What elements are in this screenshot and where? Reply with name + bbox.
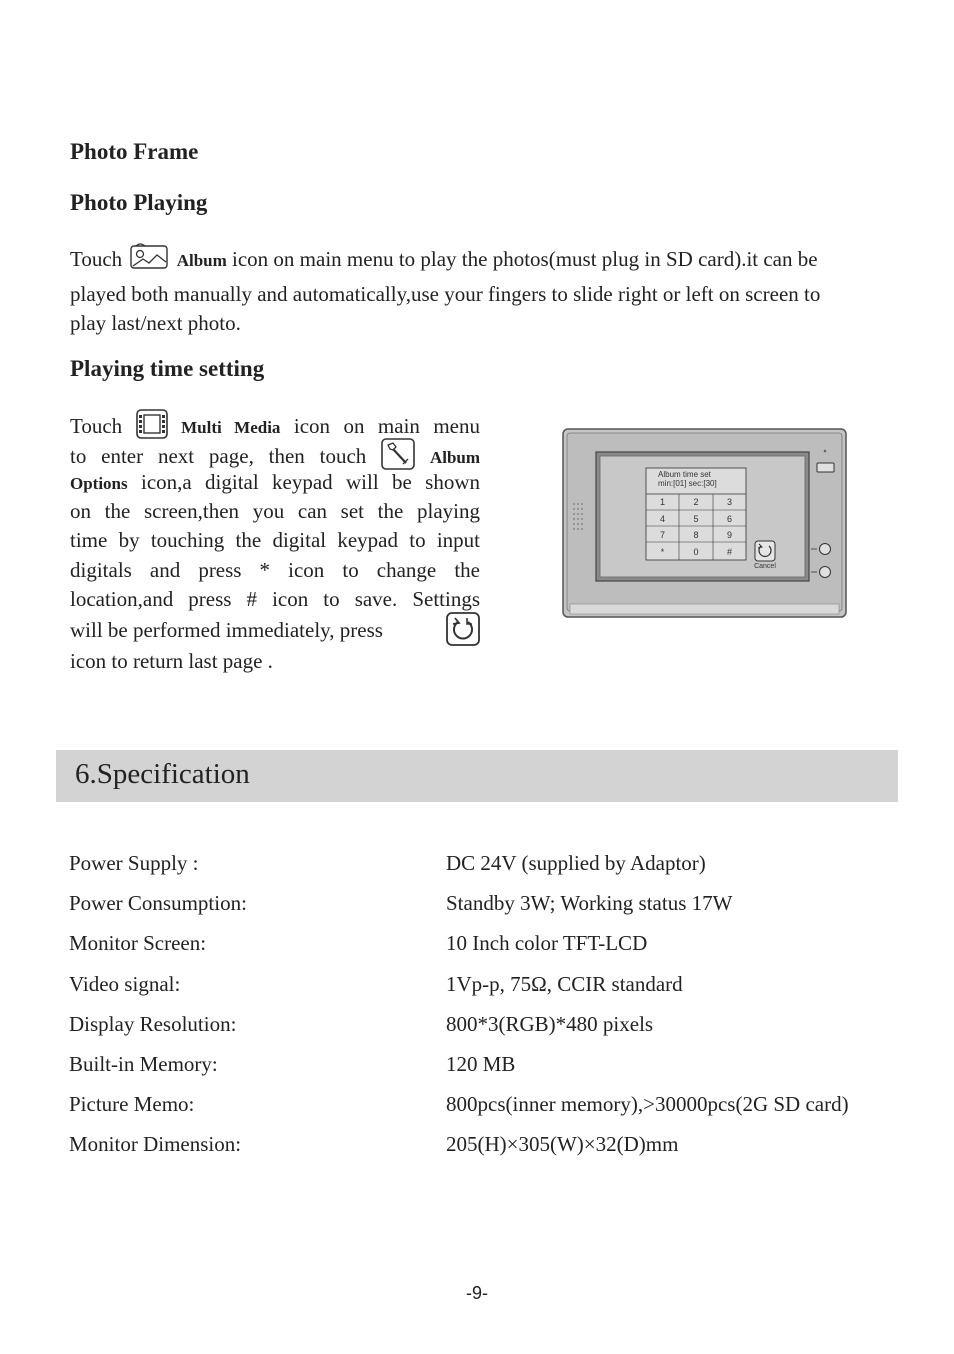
keypad-key: * xyxy=(660,546,665,557)
spec-label: Display Resolution: xyxy=(69,1011,237,1036)
spec-label: Built-in Memory: xyxy=(69,1052,218,1076)
spec-label: Picture Memo: xyxy=(69,1092,195,1117)
keypad xyxy=(646,494,746,560)
pt-line3-rest: icon,a digital keypad will be shown xyxy=(140,470,481,494)
return-icon xyxy=(446,612,480,654)
spec-label: Power Consumption: xyxy=(69,891,247,916)
keypad-key: # xyxy=(726,546,732,557)
pt-line9: icon to return last page . xyxy=(70,649,273,673)
heading-photo-frame: Photo Frame xyxy=(70,139,199,164)
spec-value: 800pcs(inner memory),>30000pcs(2G SD card) xyxy=(446,1092,849,1117)
keypad-title: Album time set xyxy=(658,470,711,479)
spec-value: 10 Inch color TFT-LCD xyxy=(446,931,648,956)
monitor-illustration xyxy=(562,428,847,620)
pt-line1-rest: icon on main menu xyxy=(293,413,481,438)
line1-rest: icon on main menu to play the photos(must plug in SD card).it can be xyxy=(232,246,818,271)
heading-photo-playing: Photo Playing xyxy=(70,190,208,215)
keypad-key: 4 xyxy=(659,513,665,524)
spec-value: 205(H)×305(W)×32(D)mm xyxy=(446,1132,679,1157)
pt-line6: digitals and press * icon to change the xyxy=(70,558,480,582)
pt-line2-start: to enter next page, then touch xyxy=(70,443,367,468)
keypad-key: 9 xyxy=(726,530,732,540)
spec-value: DC 24V (supplied by Adaptor) xyxy=(446,851,706,875)
pt-line4: on the screen,then you can set the playing xyxy=(70,499,480,523)
options-label: Options xyxy=(70,474,128,493)
album-label: Album xyxy=(176,250,227,270)
cancel-label: Cancel xyxy=(754,563,776,570)
playing-time-paragraph xyxy=(70,408,480,676)
page-number: -9- xyxy=(466,1283,488,1303)
keypad-key: 0 xyxy=(693,546,699,557)
keypad-key: 2 xyxy=(693,497,699,507)
section-title: 6.Specification xyxy=(75,758,250,790)
spec-label: Monitor Dimension: xyxy=(69,1132,242,1157)
multi-media-label: Multi Media xyxy=(181,417,281,437)
line2: played both manually and automatically,use your fingers to slide right or left on screen to xyxy=(70,282,821,306)
photo-playing-paragraph xyxy=(70,242,890,338)
keypad-key: 8 xyxy=(693,530,699,540)
spec-value: 1Vp-p, 75Ω, CCIR standard xyxy=(446,971,683,996)
pt-line8: will be performed immediately, press xyxy=(70,618,383,642)
spec-label: Monitor Screen: xyxy=(69,931,207,956)
touch-word-2: Touch xyxy=(70,413,123,438)
album-icon xyxy=(128,242,170,280)
keypad-time: min:[01] sec:[30] xyxy=(658,479,717,488)
keypad-key: 3 xyxy=(726,497,732,507)
spec-value: Standby 3W; Working status 17W xyxy=(446,891,733,916)
keypad-key: 5 xyxy=(693,513,699,524)
keypad-key: 6 xyxy=(726,513,732,524)
spec-label: Video signal: xyxy=(69,971,181,996)
spec-value: 120 MB xyxy=(446,1052,516,1076)
line3: play last/next photo. xyxy=(70,311,241,335)
keypad-key: 1 xyxy=(659,497,665,507)
pt-line5: time by touching the digital keypad to input xyxy=(70,528,480,552)
touch-word: Touch xyxy=(70,246,123,271)
album-options-label: Album xyxy=(429,447,481,467)
spec-value: 800*3(RGB)*480 pixels xyxy=(446,1011,654,1036)
heading-playing-time: Playing time setting xyxy=(70,356,265,381)
pt-line7: location,and press # icon to save. Settings xyxy=(70,587,480,611)
section-banner xyxy=(56,750,898,802)
spec-label: Power Supply : xyxy=(69,851,199,875)
keypad-key: 7 xyxy=(659,530,665,540)
